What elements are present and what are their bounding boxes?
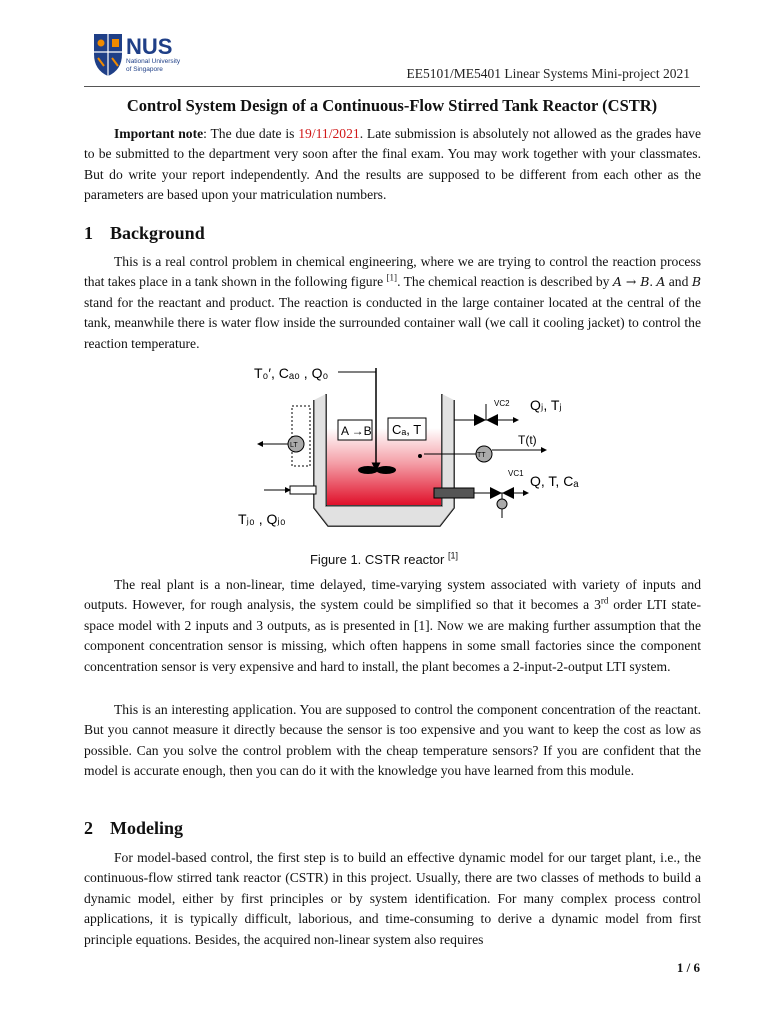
citation-ref: [1] [386, 272, 398, 283]
page-number: 1 / 6 [676, 960, 700, 975]
ordinal-suffix: rd [600, 595, 609, 606]
outlet-label: Q, T, Cₐ [530, 473, 579, 489]
nus-crest-icon [94, 34, 122, 76]
logo-subtext-1: National University [126, 58, 181, 65]
vc2-label: VC2 [494, 399, 510, 408]
section-1-title: Background [110, 223, 205, 243]
background-paragraph-3: This is an interesting application. You are supposed to control the component concentration of the reactant. But you cannot measure it directly because the sensor is too expensive and you want to keep the cost as low as possible. Can you solve the control problem with the cheap temperature sensors? If you are confident that the model is accurate enough, then you can do it with the knowledge you have learned from this module. [84, 702, 701, 779]
section-1-heading [84, 223, 205, 244]
vc1-label: VC1 [508, 469, 524, 478]
jacket-outlet-label: Qⱼ, Tⱼ [530, 397, 562, 413]
reaction-label: A →B [341, 424, 372, 438]
lt-label: LT [290, 442, 298, 449]
inlet-label: T₀′, Cₐ₀ , Q₀ [254, 365, 329, 381]
figure-caption: Figure 1. CSTR reactor [1] [309, 550, 458, 567]
cstr-reactor-diagram [228, 358, 598, 546]
math-b: B [691, 274, 701, 290]
section-1-number: 1 [84, 223, 93, 243]
logo-subtext-2: of Singapore [126, 66, 163, 73]
modeling-paragraph-1: For model-based control, the first step is to build an effective dynamic model for our target plant, i.e., the continuous-flow stirred tank reactor (CSTR) in this project. Usually, there are two classes of methods to build a dynamic model, either by first principles or by system identification. For many complex process control applications, it is typically difficult, laborious, and time-consuming to derive a dynamic model from first principle equations. Besides, the acquired non-linear system also requires [84, 850, 701, 947]
note-post: . Late submission is absolutely not allowed as the grades have to be submitted to the department very soon after the final exam. You may work together with your classmates. But do write your report independently. And the results are supposed to be different from each other as the parameters are based upon your matriculation numbers. [84, 126, 701, 203]
reaction-equation: A → B [612, 274, 650, 290]
due-date: 19/11/2021 [298, 126, 360, 141]
section-2-title: Modeling [110, 818, 184, 838]
background-paragraph-1: This is a real control problem in chemical engineering, where we are trying to control the reaction process that takes place in a tank shown in the following figure [1]. The chemical reaction is described by A → B. A and B stand for the reactant and product. The reaction is conducted in the large container located at the central of the tank, meanwhile there is water flow inside the surrounded container wall (we call it cooling jacket) to control the reaction temperature. [84, 254, 701, 351]
important-note [84, 124, 701, 206]
nus-logo [92, 30, 202, 80]
temperature-output-label: T(t) [518, 433, 537, 447]
logo-wordmark: NUS [126, 34, 173, 59]
jacket-inlet-label: Tⱼ₀ , Qⱼ₀ [238, 511, 286, 527]
note-label: Important note [114, 126, 204, 141]
section-2-heading [84, 818, 183, 839]
header-divider [84, 86, 700, 87]
document-title: Control System Design of a Continuous-Flow Stirred Tank Reactor (CSTR) [126, 96, 658, 115]
course-header: EE5101/ME5401 Linear Systems Mini-project 2021 [406, 66, 690, 81]
impeller-blade-left [358, 466, 378, 474]
note-pre: : The due date is [203, 126, 299, 141]
state-label: Cₐ, T [392, 422, 422, 437]
background-paragraph-2: The real plant is a non-linear, time delayed, time-varying system associated with variety of inputs and outputs. However, for rough analysis, the system could be simplified so that it becomes a 3rd order LTI state-space model with 2 inputs and 3 outputs, as is presented in [1]. Now we are making further assumption that the component concentration sensor is missing, which often happens in some small factories since the component concentration sensor is very expensive and hard to install, the plant becomes a 2-input-2-output LTI system. [84, 577, 701, 674]
figure-citation: [1] [447, 550, 458, 561]
impeller-blade-right [376, 466, 396, 474]
tt-label: TT [477, 452, 486, 459]
math-a: A [656, 274, 666, 290]
section-2-number: 2 [84, 818, 93, 838]
